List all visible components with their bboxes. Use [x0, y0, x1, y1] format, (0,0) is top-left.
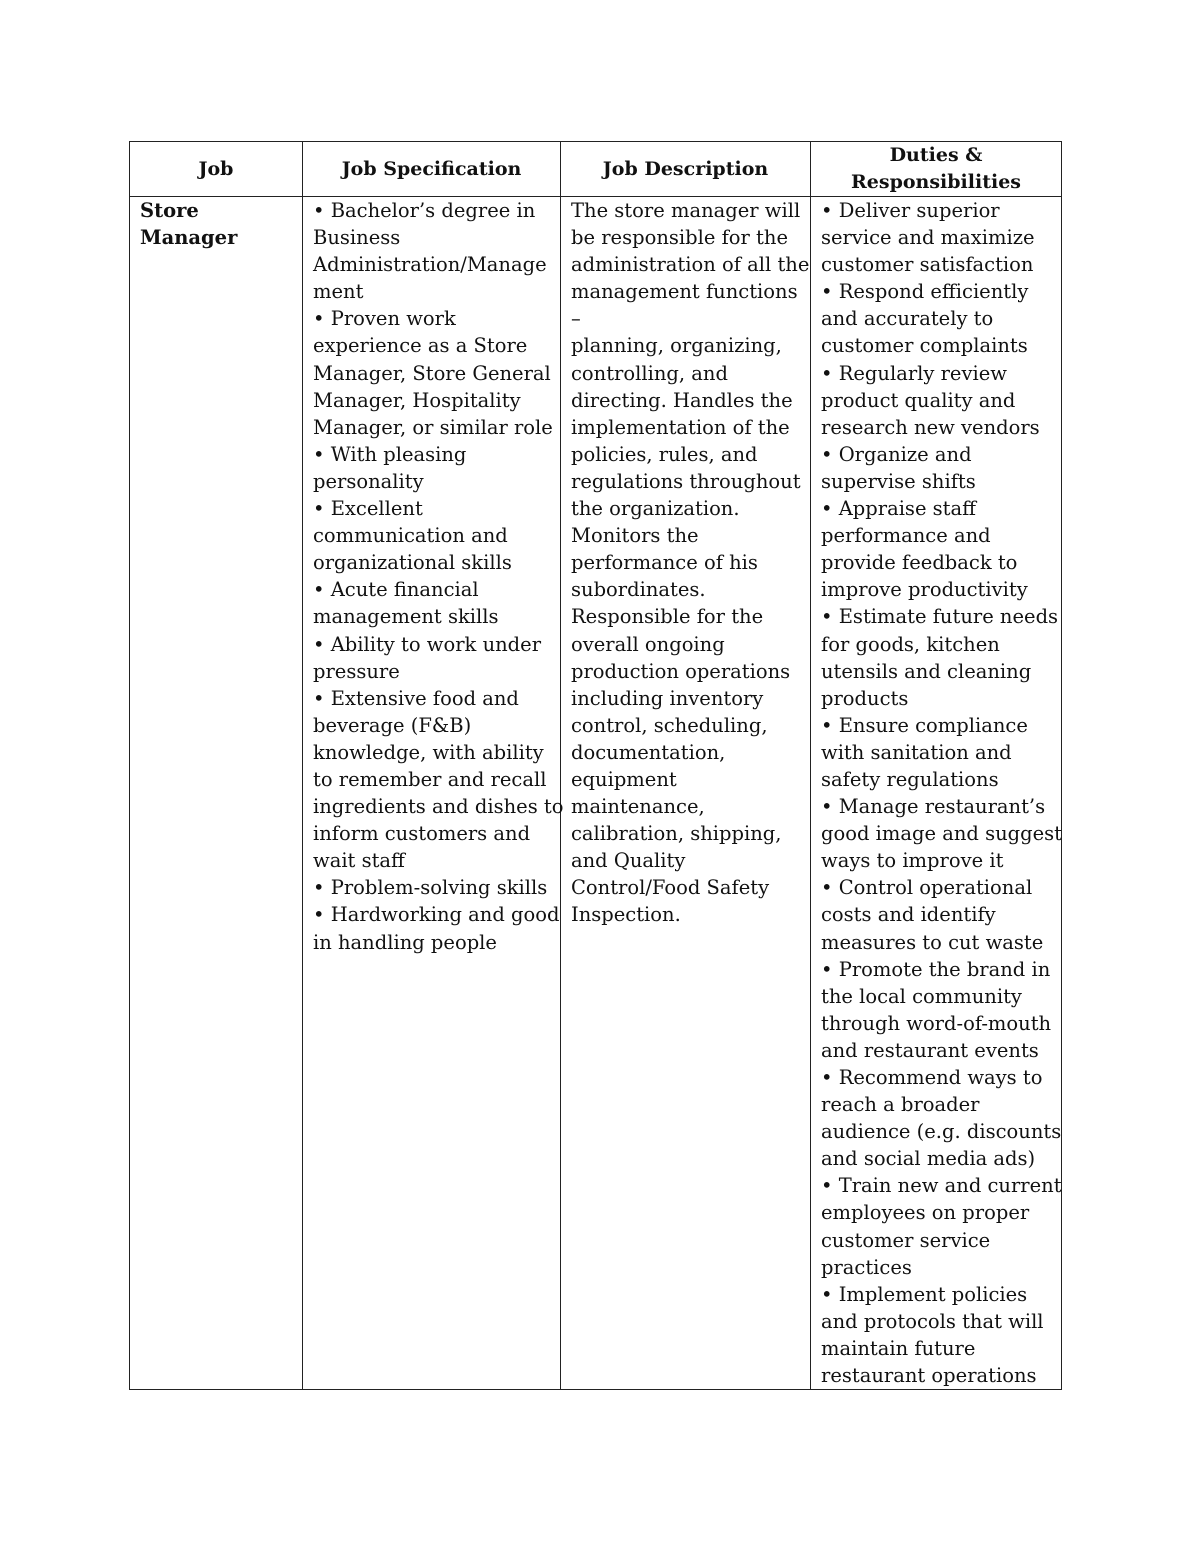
text-line: controlling, and [571, 361, 728, 385]
text-line: • Proven work [313, 307, 456, 331]
text-line: Administration/Manage [313, 253, 547, 277]
text-line: inform customers and [313, 822, 531, 846]
text-line: restaurant operations [821, 1364, 1037, 1388]
text-line: • Problem-solving skills [313, 876, 548, 900]
text-line: Manager, or similar role [313, 415, 553, 439]
text-line: • Extensive food and [313, 686, 519, 710]
text-line: be responsible for the [571, 226, 788, 250]
text-line: Inspection. [571, 903, 681, 927]
text-line: maintenance, [571, 795, 705, 819]
text-line: • Deliver superior [821, 199, 1000, 222]
table-row [130, 197, 1062, 1390]
text-line: customer complaints [821, 334, 1028, 358]
header-description-label: Job Description [602, 157, 769, 180]
text-line: and restaurant events [821, 1038, 1039, 1062]
text-line: ingredients and dishes to [313, 795, 564, 819]
text-line: utensils and cleaning [821, 659, 1032, 683]
text-line: documentation, [571, 740, 726, 764]
job-title-line1: Store [140, 199, 199, 222]
text-line: improve productivity [821, 578, 1028, 602]
text-line: the local community [821, 984, 1022, 1008]
header-job-specification [303, 142, 561, 197]
text-line: pressure [313, 659, 400, 683]
text-line: performance and [821, 524, 991, 548]
text-line: policies, rules, and [571, 442, 758, 466]
text-line: • Recommend ways to [821, 1066, 1043, 1089]
text-line: Manager, Hospitality [313, 388, 521, 412]
text-line: production operations [571, 659, 791, 683]
text-line: • Regularly review [821, 361, 1007, 385]
text-line: the organization. [571, 497, 740, 521]
text-line: subordinates. [571, 578, 706, 602]
text-line: ment [313, 280, 364, 304]
text-line: supervise shifts [821, 469, 976, 493]
text-line: ways to improve it [821, 849, 1004, 873]
text-line: measures to cut waste [821, 930, 1044, 954]
text-line: • Hardworking and good [313, 903, 560, 927]
cell-job-specification [303, 197, 564, 1390]
text-line: reach a broader [821, 1093, 980, 1117]
cell-job-description [561, 197, 811, 1390]
text-line: • Ensure compliance [821, 713, 1028, 737]
job-title-line2: Manager [140, 226, 238, 250]
text-line: employees on proper [821, 1201, 1030, 1225]
text-line: organizational skills [313, 551, 512, 575]
text-line: Business [313, 226, 401, 250]
text-line: performance of his [571, 551, 758, 575]
text-line: in handling people [313, 930, 497, 954]
text-line: customer service [821, 1228, 991, 1252]
text-line: The store manager will [571, 199, 801, 222]
text-line: service and maximize [821, 226, 1035, 250]
text-line: control, scheduling, [571, 713, 768, 737]
text-line: experience as a Store [313, 334, 528, 358]
table-header-row [130, 142, 1062, 197]
text-line: planning, organizing, [571, 334, 782, 358]
text-line: calibration, shipping, [571, 822, 782, 846]
text-line: wait staff [313, 849, 405, 873]
text-line: equipment [571, 767, 677, 791]
text-line: – [571, 307, 581, 331]
text-line: for goods, kitchen [821, 632, 1000, 656]
text-line: costs and identify [821, 903, 996, 927]
text-line: maintain future [821, 1336, 976, 1360]
header-duties-label-line2: Responsibilities [851, 171, 1021, 193]
text-line: good image and suggest [821, 822, 1062, 846]
header-job-description [561, 142, 811, 197]
text-line: • Promote the brand in [821, 957, 1051, 981]
text-line: including inventory [571, 686, 764, 710]
text-line: product quality and [821, 388, 1016, 412]
text-line: knowledge, with ability [313, 740, 544, 764]
text-line: Responsible for the [571, 605, 764, 629]
header-duties-label-line1: Duties & [889, 144, 983, 166]
text-line: implementation of the [571, 415, 790, 439]
text-line: products [821, 686, 909, 710]
text-line: regulations throughout [571, 469, 801, 493]
text-line: • Implement policies [821, 1282, 1028, 1306]
text-line: directing. Handles the [571, 388, 793, 412]
description-text [571, 197, 810, 929]
text-line: Control/Food Safety [571, 876, 770, 900]
text-line: administration of all the [571, 253, 810, 277]
text-line: • Ability to work under [313, 632, 542, 656]
text-line: personality [313, 469, 424, 493]
text-line: with sanitation and [821, 740, 1012, 764]
text-line: Manager, Store General [313, 361, 551, 385]
text-line: • Acute financial [313, 578, 479, 602]
text-line: • Appraise staff [821, 497, 977, 521]
text-line: overall ongoing [571, 632, 725, 656]
text-line: • With pleasing [313, 442, 467, 466]
header-duties-responsibilities [811, 142, 1062, 197]
header-specification-label: Job Specification [341, 157, 522, 180]
text-line: • Organize and [821, 442, 972, 466]
text-line: to remember and recall [313, 767, 547, 791]
text-line: practices [821, 1255, 912, 1279]
text-line: audience (e.g. discounts [821, 1120, 1062, 1144]
text-line: provide feedback to [821, 551, 1018, 575]
text-line: and social media ads) [821, 1147, 1036, 1171]
text-line: • Respond efficiently [821, 280, 1029, 304]
header-job-label: Job [198, 157, 234, 180]
duties-list [821, 197, 1062, 1389]
text-line: • Control operational [821, 876, 1033, 900]
text-line: management functions [571, 280, 798, 304]
text-line: • Manage restaurant’s [821, 795, 1046, 819]
header-job [130, 142, 303, 197]
job-analysis-table [129, 141, 1062, 1390]
text-line: • Bachelor’s degree in [313, 199, 536, 222]
cell-job-title [130, 197, 303, 1390]
text-line: • Train new and current [821, 1174, 1062, 1198]
cell-duties-responsibilities [811, 197, 1062, 1390]
text-line: through word-of-mouth [821, 1011, 1052, 1035]
text-line: Monitors the [571, 524, 699, 548]
text-line: • Estimate future needs [821, 605, 1059, 629]
text-line: • Excellent [313, 497, 423, 521]
text-line: research new vendors [821, 415, 1040, 439]
specification-list [313, 197, 564, 956]
text-line: safety regulations [821, 767, 999, 791]
text-line: beverage (F&B) [313, 713, 472, 737]
text-line: and Quality [571, 849, 686, 873]
text-line: and accurately to [821, 307, 994, 331]
text-line: customer satisfaction [821, 253, 1034, 277]
text-line: management skills [313, 605, 499, 629]
text-line: and protocols that will [821, 1309, 1044, 1333]
text-line: communication and [313, 524, 508, 548]
